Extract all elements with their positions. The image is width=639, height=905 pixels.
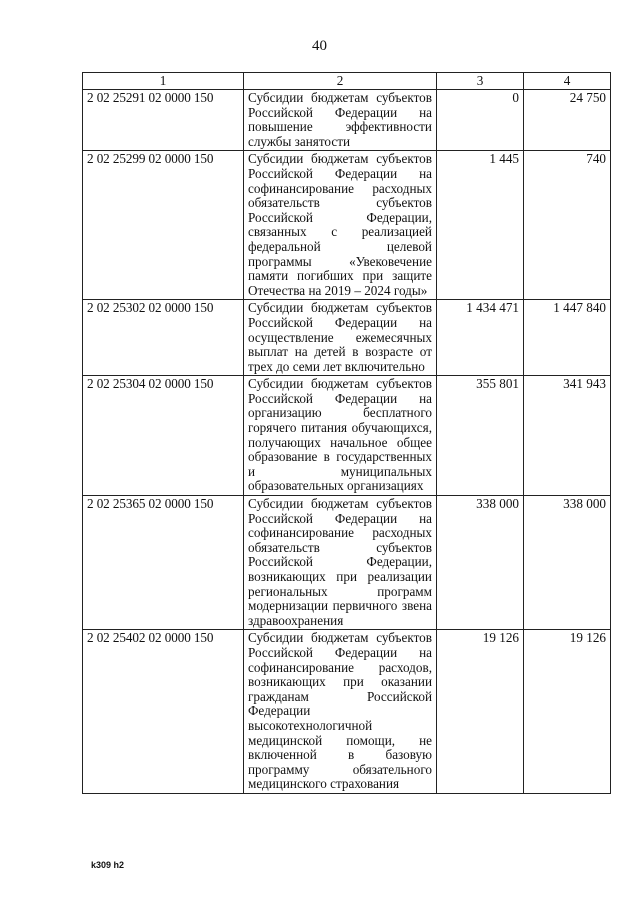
amount-col3-cell: 0 bbox=[437, 90, 524, 151]
budget-code-cell: 2 02 25365 02 0000 150 bbox=[83, 496, 244, 630]
amount-col3-cell: 1 445 bbox=[437, 151, 524, 300]
column-header-3: 3 bbox=[437, 73, 524, 90]
amount-col4-cell: 740 bbox=[524, 151, 611, 300]
budget-code-cell: 2 02 25302 02 0000 150 bbox=[83, 300, 244, 376]
amount-col3-cell: 19 126 bbox=[437, 630, 524, 794]
column-header-1: 1 bbox=[83, 73, 244, 90]
amount-col3-cell: 355 801 bbox=[437, 376, 524, 496]
description-cell: Субсидии бюджетам субъектов Российской Федерации на софинансирование расходных обязательств субъектов Российской Федерации, возникающих при реализации региональных программ модернизации первичного звена здравоохранения bbox=[244, 496, 437, 630]
budget-code-cell: 2 02 25291 02 0000 150 bbox=[83, 90, 244, 151]
amount-col3-cell: 1 434 471 bbox=[437, 300, 524, 376]
amount-col4-cell: 19 126 bbox=[524, 630, 611, 794]
amount-col4-cell: 24 750 bbox=[524, 90, 611, 151]
amount-col4-cell: 338 000 bbox=[524, 496, 611, 630]
table-header-row bbox=[83, 73, 611, 90]
description-cell: Субсидии бюджетам субъектов Российской Федерации на софинансирование расходных обязательств субъектов Российской Федерации, связанных с реализацией федеральной целевой программы «Увековечение памяти погибших при защите Отечества на 2019 – 2024 годы» bbox=[244, 151, 437, 300]
amount-col4-cell: 1 447 840 bbox=[524, 300, 611, 376]
table-row bbox=[83, 376, 611, 496]
description-cell: Субсидии бюджетам субъектов Российской Федерации на осуществление ежемесячных выплат на детей в возрасте от трех до семи лет включительно bbox=[244, 300, 437, 376]
table-row bbox=[83, 151, 611, 300]
column-header-2: 2 bbox=[244, 73, 437, 90]
budget-code-cell: 2 02 25402 02 0000 150 bbox=[83, 630, 244, 794]
budget-code-cell: 2 02 25299 02 0000 150 bbox=[83, 151, 244, 300]
description-cell: Субсидии бюджетам субъектов Российской Федерации на повышение эффективности службы занятости bbox=[244, 90, 437, 151]
amount-col4-cell: 341 943 bbox=[524, 376, 611, 496]
table-row bbox=[83, 496, 611, 630]
table-row bbox=[83, 300, 611, 376]
page-number: 40 bbox=[312, 38, 327, 54]
table-row bbox=[83, 90, 611, 151]
amount-col3-cell: 338 000 bbox=[437, 496, 524, 630]
description-cell: Субсидии бюджетам субъектов Российской Федерации на организацию бесплатного горячего питания обучающихся, получающих начальное общее образование в государственных и муниципальных образовательных организациях bbox=[244, 376, 437, 496]
column-header-4: 4 bbox=[524, 73, 611, 90]
footer-mark: k309 h2 bbox=[91, 860, 125, 870]
description-cell: Субсидии бюджетам субъектов Российской Федерации на софинансирование расходов, возникающих при оказании гражданам Российской Федерации высокотехнологичной медицинской помощи, не включенной в базовую программу обязательного медицинского страхования bbox=[244, 630, 437, 794]
budget-code-cell: 2 02 25304 02 0000 150 bbox=[83, 376, 244, 496]
budget-table bbox=[82, 72, 611, 794]
table-row bbox=[83, 630, 611, 794]
